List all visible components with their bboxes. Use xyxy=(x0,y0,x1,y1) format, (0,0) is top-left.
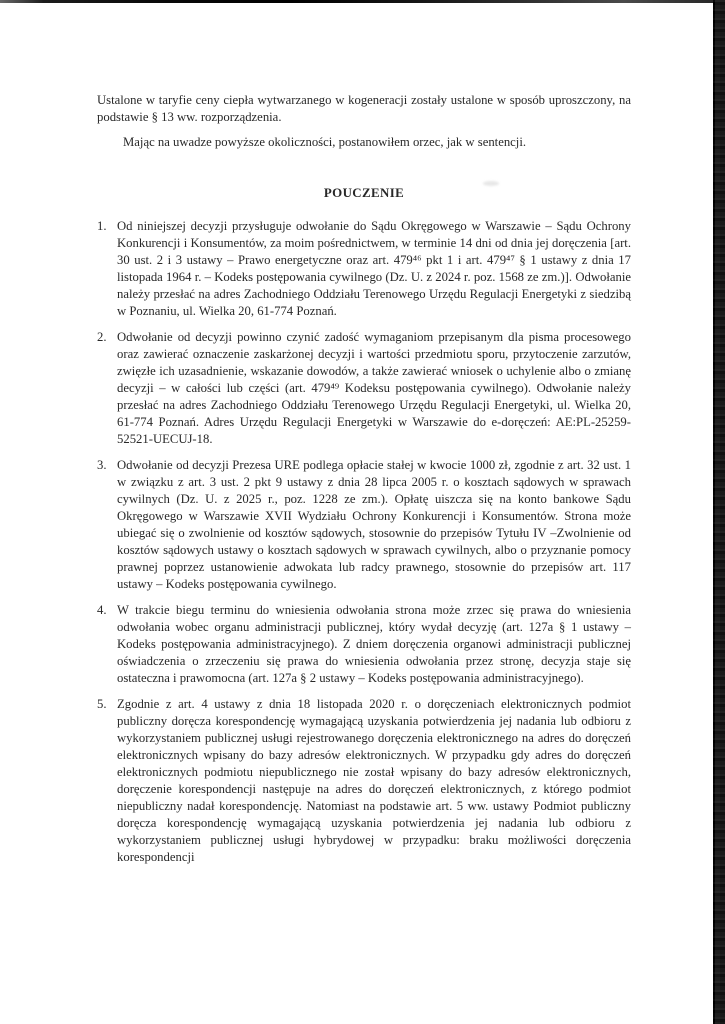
item-4-text: W trakcie biegu terminu do wniesienia odwołania strona może zrzec się prawa do wniesienia odwołania wobec organu administracji publicznej, który wydał decyzję (art. 127a § 1 ustawy – Kodeks postępowania administracyjnego). Z dniem doręczenia organowi administracji publicznej oświadczenia o zrzeczeniu się prawa do wniesienia odwołania przez stronę, decyzja staje się ostateczna i prawomocna (art. 127a § 2 ustawy – Kodeks postępowania administracyjnego). xyxy=(117,603,631,685)
scan-edge-top-artifact xyxy=(0,0,725,3)
item-2-number: 2. xyxy=(97,330,107,344)
list-item-5 xyxy=(97,696,631,866)
intro-paragraph-tariff: Ustalone w taryfie ceny ciepła wytwarzanego w kogeneracji zostały ustalone w sposób uproszczony, na podstawie § 13 ww. rozporządzenia. xyxy=(97,93,631,124)
item-1-number: 1. xyxy=(97,219,107,233)
item-3-text: Odwołanie od decyzji Prezesa URE podlega opłacie stałej w kwocie 1000 zł, zgodnie z art. 32 ust. 1 w związku z art. 3 ust. 2 pkt 9 ustawy z dnia 28 lipca 2005 r. o kosztach sądowych w sprawach cywilnych (Dz. U. z 2025 r., poz. 1228 ze zm.). Opłatę uiszcza się na konto bankowe Sądu Okręgowego w Warszawie XVII Wydziału Ochrony Konkurencji i Konsumentów. Strona może ubiegać się o zwolnienie od kosztów sądowych, stosownie do przepisów Tytułu IV –Zwolnienie od kosztów sądowych ustawy o kosztach sądowych w sprawach cywilnych, albo o przyznanie pomocy prawnej poprzez ustanowienie adwokata lub radcy prawnego, stosownie do przepisów art. 117 ustawy – Kodeks postępowania cywilnego. xyxy=(117,458,631,591)
intro-paragraph-conclusion: Mając na uwadze powyższe okoliczności, postanowiłem orzec, jak w sentencji. xyxy=(123,135,527,149)
list-item-1 xyxy=(97,218,631,320)
list-item-4 xyxy=(97,602,631,687)
pouczenie-numbered-list xyxy=(97,218,631,866)
item-3-number: 3. xyxy=(97,458,107,472)
document-content xyxy=(97,92,631,875)
item-1-text: Od niniejszej decyzji przysługuje odwołanie do Sądu Okręgowego w Warszawie – Sądu Ochrony Konkurencji i Konsumentów, za moim pośrednictwem, w terminie 14 dni od dnia jej doręczenia [art. 30 ust. 2 i 3 ustawy – Prawo energetyczne oraz art. 479⁴⁶ pkt 1 i art. 479⁴⁷ § 1 ustawy z dnia 17 listopada 1964 r. – Kodeks postępowania cywilnego (Dz. U. z 2024 r. poz. 1568 ze zm.)]. Odwołanie należy przesłać na adres Zachodniego Oddziału Terenowego Urzędu Regulacji Energetyki z siedzibą w Poznaniu, ul. Wielka 20, 61-774 Poznań. xyxy=(117,219,631,318)
scan-edge-right-artifact xyxy=(713,0,725,1024)
item-5-number: 5. xyxy=(97,697,107,711)
item-4-number: 4. xyxy=(97,603,107,617)
item-2-text: Odwołanie od decyzji powinno czynić zadość wymaganiom przepisanym dla pisma procesowego oraz zawierać oznaczenie zaskarżonej decyzji i wartości przedmiotu sporu, przytoczenie zarzutów, zwięzłe ich uzasadnienie, wskazanie dowodów, a także zawierać wniosek o uchylenie albo o zmianę decyzji – w całości lub części (art. 479⁴⁹ Kodeksu postępowania cywilnego). Odwołanie należy przesłać na adres Zachodniego Oddziału Terenowego Urzędu Regulacji Energetyki, ul. Wielka 20, 61-774 Poznań. Adres Urzędu Regulacji Energetyki w Warszawie do e-doręczeń: AE:PL-25259-52521-UECUJ-18. xyxy=(117,330,631,446)
list-item-2 xyxy=(97,329,631,448)
pouczenie-heading: POUCZENIE xyxy=(323,186,405,200)
list-item-3 xyxy=(97,457,631,593)
item-5-text: Zgodnie z art. 4 ustawy z dnia 18 listopada 2020 r. o doręczeniach elektronicznych podmiot publiczny doręcza korespondencję wymagającą uzyskania potwierdzenia jej nadania lub odbioru z wykorzystaniem publicznej usługi rejestrowanego doręczenia elektronicznego na adres do doręczeń elektronicznych wpisany do bazy adresów elektronicznych. W przypadku gdy adres do doręczeń elektronicznych podmiotu niepublicznego nie został wpisany do bazy adresów elektronicznych, doręczenie korespondencji następuje na adres do doręczeń elektronicznych, z którego podmiot niepubliczny nadał korespondencję. Natomiast na podstawie art. 5 ww. ustawy Podmiot publiczny doręcza korespondencję wymagającą uzyskania potwierdzenia jej nadania lub odbioru z wykorzystaniem publicznej usługi hybrydowej w przypadku: braku możliwości doręczenia korespondencji xyxy=(117,697,631,864)
